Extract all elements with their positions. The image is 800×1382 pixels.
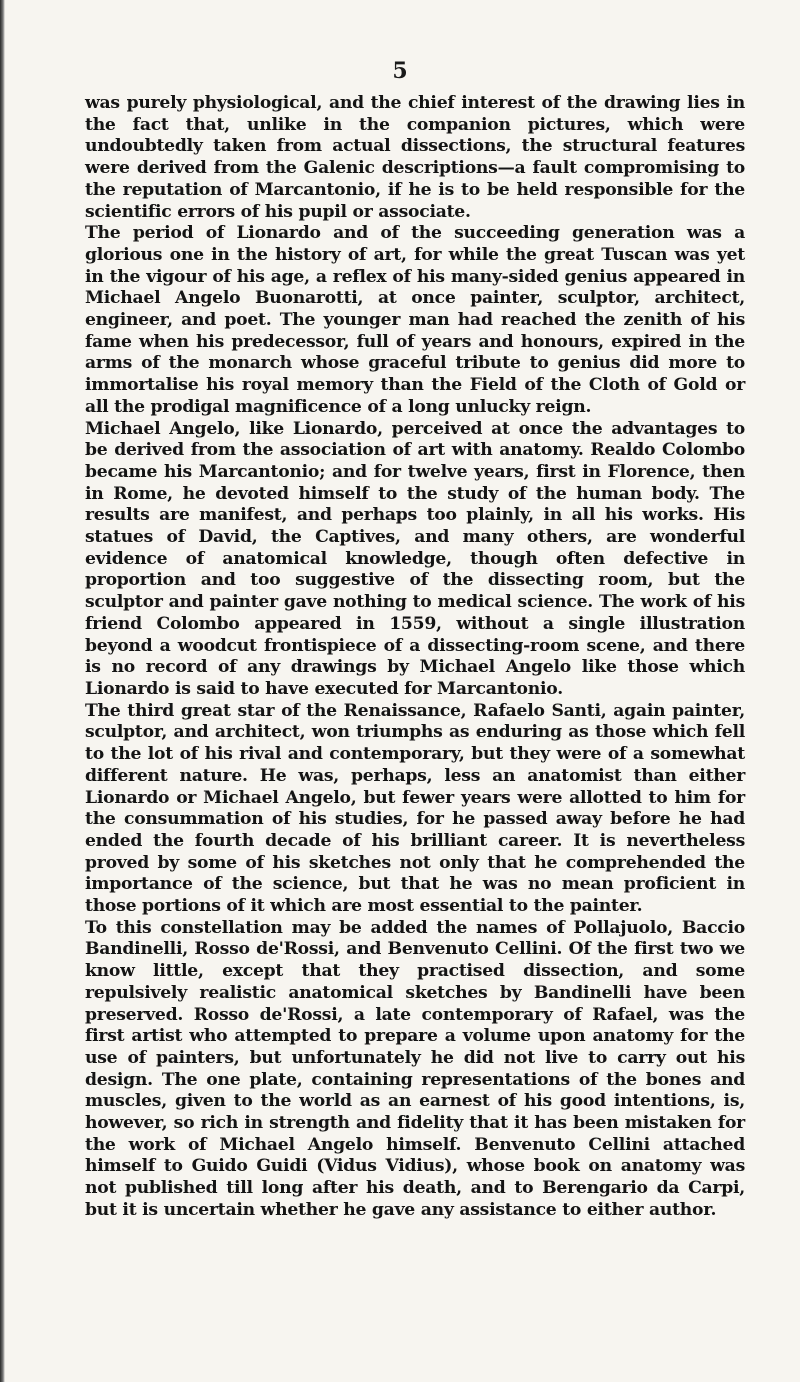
paragraph-5: To this constellation may be added the names of Pollajuolo, Baccio Bandinelli, Rosso de'Rossi, and Benvenuto Cellini. Of the first two we know little, except that they practised dissection, and some repulsively realistic anatomical sketches by Bandinelli have been preserved. Rosso de'Rossi, a late contemporary of Rafael, was the first artist who attempted to prepare a volume upon anatomy for the use of painters, but unfortunately he did not live to carry out his design. The one plate, containing representations of the bones and muscles, given to the world as an earnest of his good intentions, is, however, so rich in strength and fidelity that it has been mistaken for the work of Michael Angelo himself. Benvenuto Cellini attached himself to Guido Guidi (Vidus Vidius), whose book on anatomy was not published till long after his death, and to Berengario da Carpi, but it is uncertain whether he gave any assistance to either author. bbox=[85, 917, 745, 1220]
page-edge-shadow bbox=[0, 0, 5, 1382]
paragraph-4: The third great star of the Renaissance, Rafaelo Santi, again painter, sculptor, and architect, won triumphs as enduring as those which fell to the lot of his rival and contemporary, but they were of a somewhat different nature. He was, perhaps, less an anatomist than either Lionardo or Michael Angelo, but fewer years were allotted to him for the consummation of his studies, for he passed away before he had ended the fourth decade of his brilliant career. It is nevertheless proved by some of his sketches not only that he comprehended the importance of the science, but that he was no mean proficient in those portions of it which are most essential to the painter. bbox=[85, 700, 745, 917]
paragraph-2: The period of Lionardo and of the succeeding generation was a glorious one in the history of art, for while the great Tuscan was yet in the vigour of his age, a reflex of his many-sided genius appeared in Michael Angelo Buonarotti, at once painter, sculptor, architect, engineer, and poet. The younger man had reached the zenith of his fame when his predecessor, full of years and honours, expired in the arms of the monarch whose graceful tribute to genius did more to immortalise his royal memory than the Field of the Cloth of Gold or all the prodigal magnificence of a long unlucky reign. bbox=[85, 223, 745, 417]
paragraph-3: Michael Angelo, like Lionardo, perceived at once the advantages to be derived from the association of art with anatomy. Realdo Colombo became his Marcantonio; and for twelve years, first in Florence, then in Rome, he devoted himself to the study of the human body. The results are manifest, and perhaps too plainly, in all his works. His statues of David, the Captives, and many others, are wonderful evidence of anatomical knowledge, though often defective in proportion and too suggestive of the dissecting room, but the sculptor and painter gave nothing to medical science. The work of his friend Colombo appeared in 1559, without a single illustration beyond a woodcut frontispiece of a dissecting-room scene, and there is no record of any drawings by Michael Angelo like those which Lionardo is said to have executed for Marcantonio. bbox=[85, 418, 745, 699]
body-text bbox=[85, 93, 745, 1222]
paragraph-1: was purely physiological, and the chief interest of the drawing lies in the fact that, unlike in the companion pictures, which were undoubtedly taken from actual dissections, the structural features were derived from the Galenic descriptions—a fault compromising to the reputation of Marcantonio, if he is to be held responsible for the scientific errors of his pupil or associate. bbox=[85, 93, 745, 222]
page-number: 5 bbox=[392, 58, 408, 84]
